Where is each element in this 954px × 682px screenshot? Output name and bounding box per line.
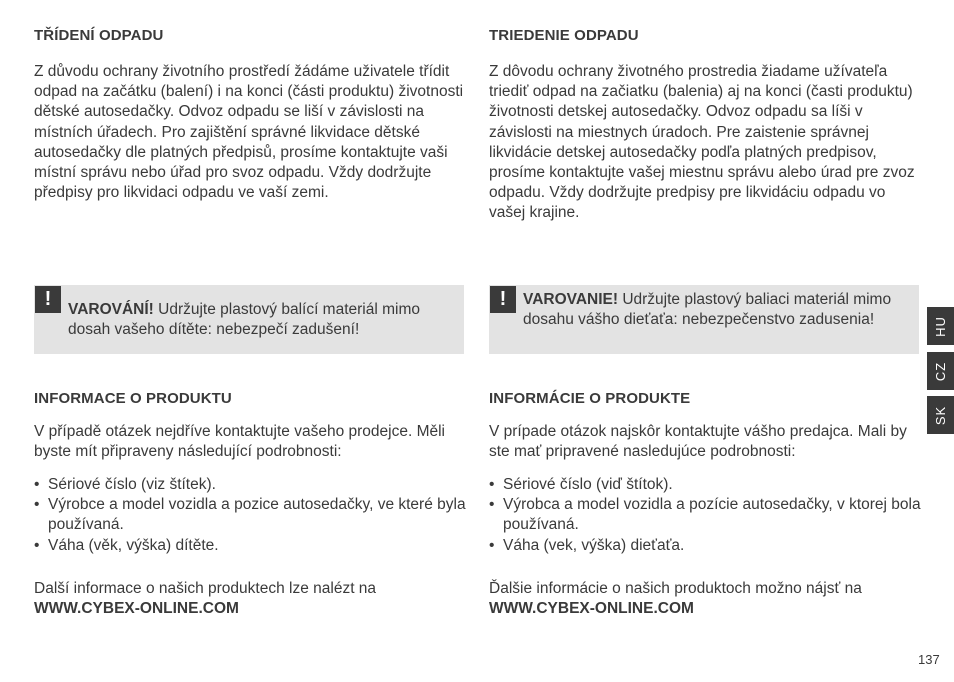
sk-disposal-text: Z dôvodu ochrany životného prostredia žiadame užívateľa triediť odpad na začiatku (balenia) aj na konci (časti produktu) životnosti detskej autosedačky. Odvoz odpadu sa líši v závislosti na miestnych úradoch. Pre zaistenie správnej likvidácie detskej autosedačky podľa platných predpisov, prosíme kontaktujte vašej miestnu správu alebo úrad pre zvoz odpadu. Vždy dodržujte predpisy pre likvidáciu odpadu vo vašej krajine. bbox=[489, 63, 915, 222]
tab-cz[interactable] bbox=[927, 352, 954, 390]
cz-details-list bbox=[34, 475, 466, 556]
cz-info-heading: INFORMACE O PRODUKTU bbox=[34, 390, 232, 407]
sk-warning-message: Udržujte plastový baliaci materiál mimo dosahu vášho dieťaťa: nebezpečenstvo zadusenia! bbox=[523, 291, 892, 329]
list-item: • Výrobca a model vozidla a pozície autosedačky, v ktorej bola používaná. bbox=[489, 495, 921, 535]
list-item: • Váha (věk, výška) dítěte. bbox=[34, 536, 466, 556]
cz-more-info-text: Další informace o našich produktech lze nalézt na bbox=[34, 580, 377, 597]
list-item: • Váha (vek, výška) dieťaťa. bbox=[489, 536, 921, 556]
sk-disposal-heading: TRIEDENIE ODPADU bbox=[489, 27, 639, 44]
list-item: • Výrobce a model vozidla a pozice autosedačky, ve které byla používaná. bbox=[34, 495, 466, 535]
cz-warning-message: Udržujte plastový balící materiál mimo dosah vašeho dítěte: nebezpečí zadušení! bbox=[68, 301, 420, 339]
cz-warning-text bbox=[68, 300, 462, 340]
cz-website-link[interactable]: WWW.CYBEX-ONLINE.COM bbox=[34, 600, 239, 618]
list-item: • Sériové číslo (viz štítek). bbox=[34, 475, 466, 495]
cz-warning-label: VAROVÁNÍ! bbox=[68, 301, 154, 318]
cz-info-intro: V případě otázek nejdříve kontaktujte vašeho prodejce. Měli byste mít připraveny následující podrobnosti: bbox=[34, 423, 445, 461]
tab-sk[interactable] bbox=[927, 396, 954, 434]
page-number: 137 bbox=[918, 652, 940, 667]
list-item: • Sériové číslo (viď štítok). bbox=[489, 475, 921, 495]
sk-details-list bbox=[489, 475, 921, 556]
sk-warning-label: VAROVANIE! bbox=[523, 291, 619, 308]
tab-cz-label: CZ bbox=[933, 361, 948, 381]
cz-more-info bbox=[34, 579, 466, 619]
sk-warning-text bbox=[523, 290, 917, 330]
tab-hu-label: HU bbox=[933, 315, 948, 337]
cz-disposal-text: Z důvodu ochrany životního prostředí žádáme uživatele třídit odpad na začátku (balení) i na konci (části produktu) životnosti dětské autosedačky. Odvoz odpadu se liší v závislosti na místních úřadech. Pro zajištění správné likvidace dětské autosedačky dle platných předpisů, prosíme kontaktujte vaši místní správu nebo úřad pro svoz odpadu. Vždy dodržujte předpisy pro likvidaci odpadu ve vaší zemi. bbox=[34, 63, 464, 202]
exclamation-icon: ! bbox=[35, 286, 61, 313]
tab-sk-label: SK bbox=[933, 405, 948, 425]
sk-more-info bbox=[489, 579, 921, 619]
cz-disposal-heading: TŘÍDENÍ ODPADU bbox=[34, 27, 164, 44]
cz-warning-box bbox=[34, 285, 464, 354]
sk-website-link[interactable]: WWW.CYBEX-ONLINE.COM bbox=[489, 600, 694, 618]
exclamation-icon: ! bbox=[490, 286, 516, 313]
sk-info-intro: V prípade otázok najskôr kontaktujte vášho predajca. Mali by ste mať pripravené nasledujúce podrobnosti: bbox=[489, 423, 907, 461]
sk-more-info-text: Ďalšie informácie o našich produktoch možno nájsť na bbox=[489, 580, 862, 597]
sk-warning-box bbox=[489, 285, 919, 354]
sk-info-heading: INFORMÁCIE O PRODUKTE bbox=[489, 390, 691, 407]
tab-hu[interactable] bbox=[927, 307, 954, 345]
